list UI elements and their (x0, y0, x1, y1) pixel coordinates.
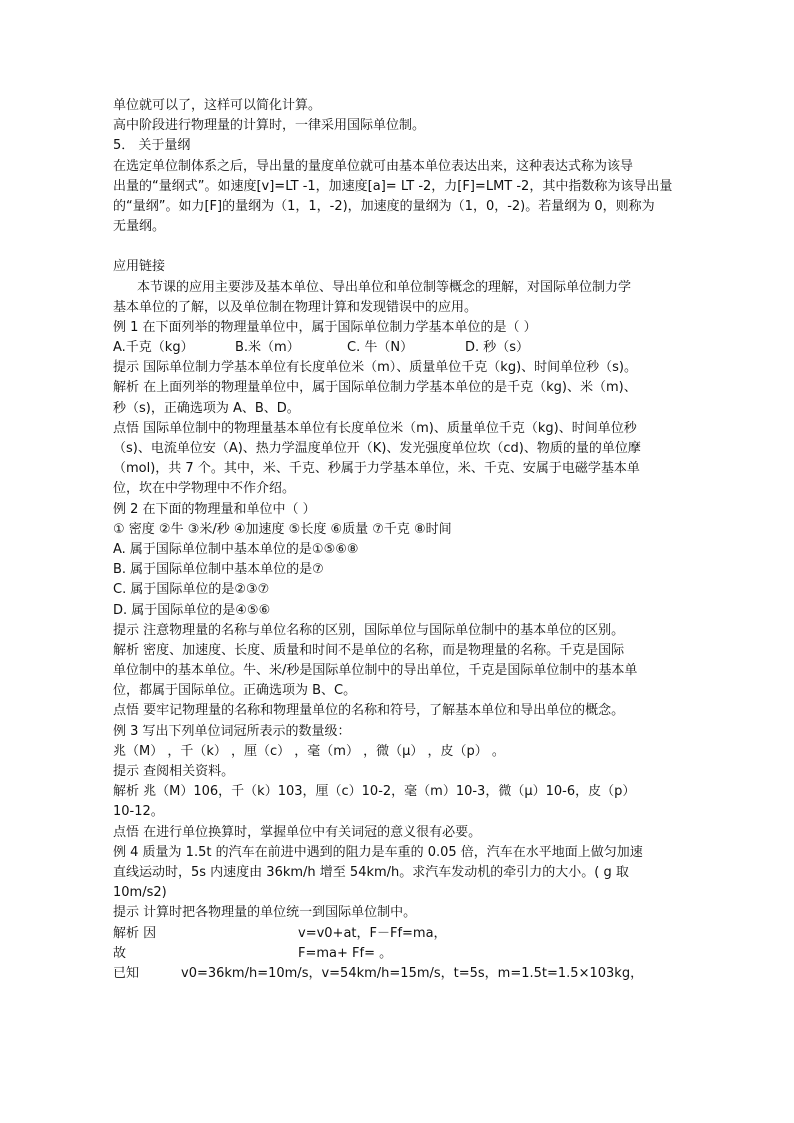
example-options (113, 338, 683, 358)
option-b: B.米（m） (235, 340, 300, 356)
text-line: 10-12。 (113, 804, 164, 820)
insight-line: 点悟 在进行单位换算时，掌握单位中有关词冠的意义很有必要。 (113, 824, 482, 840)
section-heading: 5． 关于量纲 (113, 138, 191, 154)
option-d: D. 秒（s） (465, 340, 530, 356)
text-line: 单位就可以了，这样可以简化计算。 (113, 98, 322, 113)
text-line: 10m/s2) (113, 885, 167, 901)
fill-blank-line: 兆（M） ，千（k） ，厘（c） ，毫（m） ，微（μ） ，皮（p） 。 (113, 743, 505, 759)
formula-line (113, 944, 683, 964)
example-question: 例 1 在下面列举的物理量单位中，属于国际单位制力学基本单位的是（ ） (113, 319, 537, 335)
analysis-line: 解析 密度、加速度、长度、质量和时间不是单位的名称，而是物理量的名称。千克是国际 (113, 642, 625, 658)
formula-label: 故 (113, 945, 127, 961)
text-line: 无量纲。 (113, 219, 166, 235)
given-line (113, 964, 683, 984)
analysis-line: 解析 在上面列举的物理量单位中，属于国际单位制力学基本单位的是千克（kg)、米（m)、 (113, 380, 637, 396)
example-question: 例 2 在下面的物理量和单位中（ ） (113, 501, 316, 517)
text-line: 基本单位的了解，以及单位制在物理计算和发现错误中的应用。 (113, 299, 478, 315)
item-list: ① 密度 ②牛 ③米/秒 ④加速度 ⑤长度 ⑥质量 ⑦千克 ⑧时间 (113, 521, 452, 537)
text-line: 本节课的应用主要涉及基本单位、导出单位和单位制等概念的理解，对国际单位制力学 (137, 279, 632, 295)
text-line: 单位制中的基本单位。牛、米/秒是国际单位制中的导出单位，千克是国际单位制中的基本单 (113, 663, 638, 679)
given-values: v0=36km/h=10m/s，v=54km/h=15m/s，t=5s，m=1.5t=1.5×103kg， (181, 965, 644, 981)
section-heading: 应用链接 (113, 259, 166, 275)
analysis-line (113, 924, 683, 944)
text-line: 位，坎在中学物理中不作介绍。 (113, 481, 296, 497)
option-b: B. 属于国际单位制中基本单位的是⑦ (113, 562, 324, 578)
text-line: 在选定单位制体系之后，导出量的量度单位就可由基本单位表达出来，这种表达式称为该导 (113, 158, 634, 174)
example-question: 例 4 质量为 1.5t 的汽车在前进中遇到的阻力是车重的 0.05 倍，汽车在水平地面上做匀加速 (113, 844, 643, 860)
blank-line (113, 237, 683, 257)
hint-line: 提示 注意物理量的名称与单位名称的区别，国际单位与国际单位制中的基本单位的区别。 (113, 622, 625, 638)
option-c: C. 牛（N） (347, 340, 414, 356)
text-line: 秒（s)，正确选项为 A、B、D。 (113, 400, 300, 416)
formula: v=v0+at，F－Ff=ma， (298, 925, 447, 941)
text-line: 的“量纲”。如力[F]的量纲为（1，1，-2)，加速度的量纲为（1，0，-2)。若量纲为 0，则称为 (113, 198, 655, 214)
insight-line: 点悟 要牢记物理量的名称和物理量单位的名称和符号，了解基本单位和导出单位的概念。 (113, 703, 625, 719)
given-label: 已知 (113, 965, 140, 981)
option-a: A.千克（kg） (113, 340, 194, 356)
formula: F=ma+ Ff= 。 (298, 945, 393, 961)
text-line: 出量的“量纲式”。如速度[v]=LT -1，加速度[a]= LT -2，力[F]=LMT -2，其中指数称为该导出量 (113, 178, 673, 194)
text-line: （mol)，共 7 个。其中，米、千克、秒属于力学基本单位，米、千克、安属于电磁学基本单 (113, 461, 640, 477)
text-line: 位，都属于国际单位。正确选项为 B、C。 (113, 683, 357, 699)
analysis-label: 解析 因 (113, 925, 157, 941)
text-line: 高中阶段进行物理量的计算时，一律采用国际单位制。 (113, 118, 426, 134)
hint-line: 提示 查阅相关资料。 (113, 764, 235, 779)
hint-line: 提示 国际单位制力学基本单位有长度单位米（m）、质量单位千克（kg)、时间单位秒（s)。 (113, 360, 637, 376)
option-a: A. 属于国际单位制中基本单位的是①⑤⑥⑧ (113, 541, 359, 557)
insight-line: 点悟 国际单位制中的物理量基本单位有长度单位米（m)、质量单位千克（kg)、时间单位秒 (113, 420, 637, 436)
option-d: D. 属于国际单位的是④⑤⑥ (113, 602, 271, 618)
text-line: 直线运动时，5s 内速度由 36km/h 增至 54km/h。求汽车发动机的牵引力的大小。( g 取 (113, 864, 629, 880)
document-body (113, 96, 683, 984)
option-c: C. 属于国际单位的是②③⑦ (113, 582, 270, 598)
example-question: 例 3 写出下列单位词冠所表示的数量级： (113, 723, 351, 739)
analysis-line: 解析 兆（M）106，千（k）103，厘（c）10-2，毫（m）10-3，微（μ）10-6，皮（p） (113, 784, 636, 800)
hint-line: 提示 计算时把各物理量的单位统一到国际单位制中。 (113, 905, 417, 921)
text-line: （s)、电流单位安（A)、热力学温度单位开（K)、发光强度单位坎（cd)、物质的量的单位摩 (113, 441, 641, 456)
